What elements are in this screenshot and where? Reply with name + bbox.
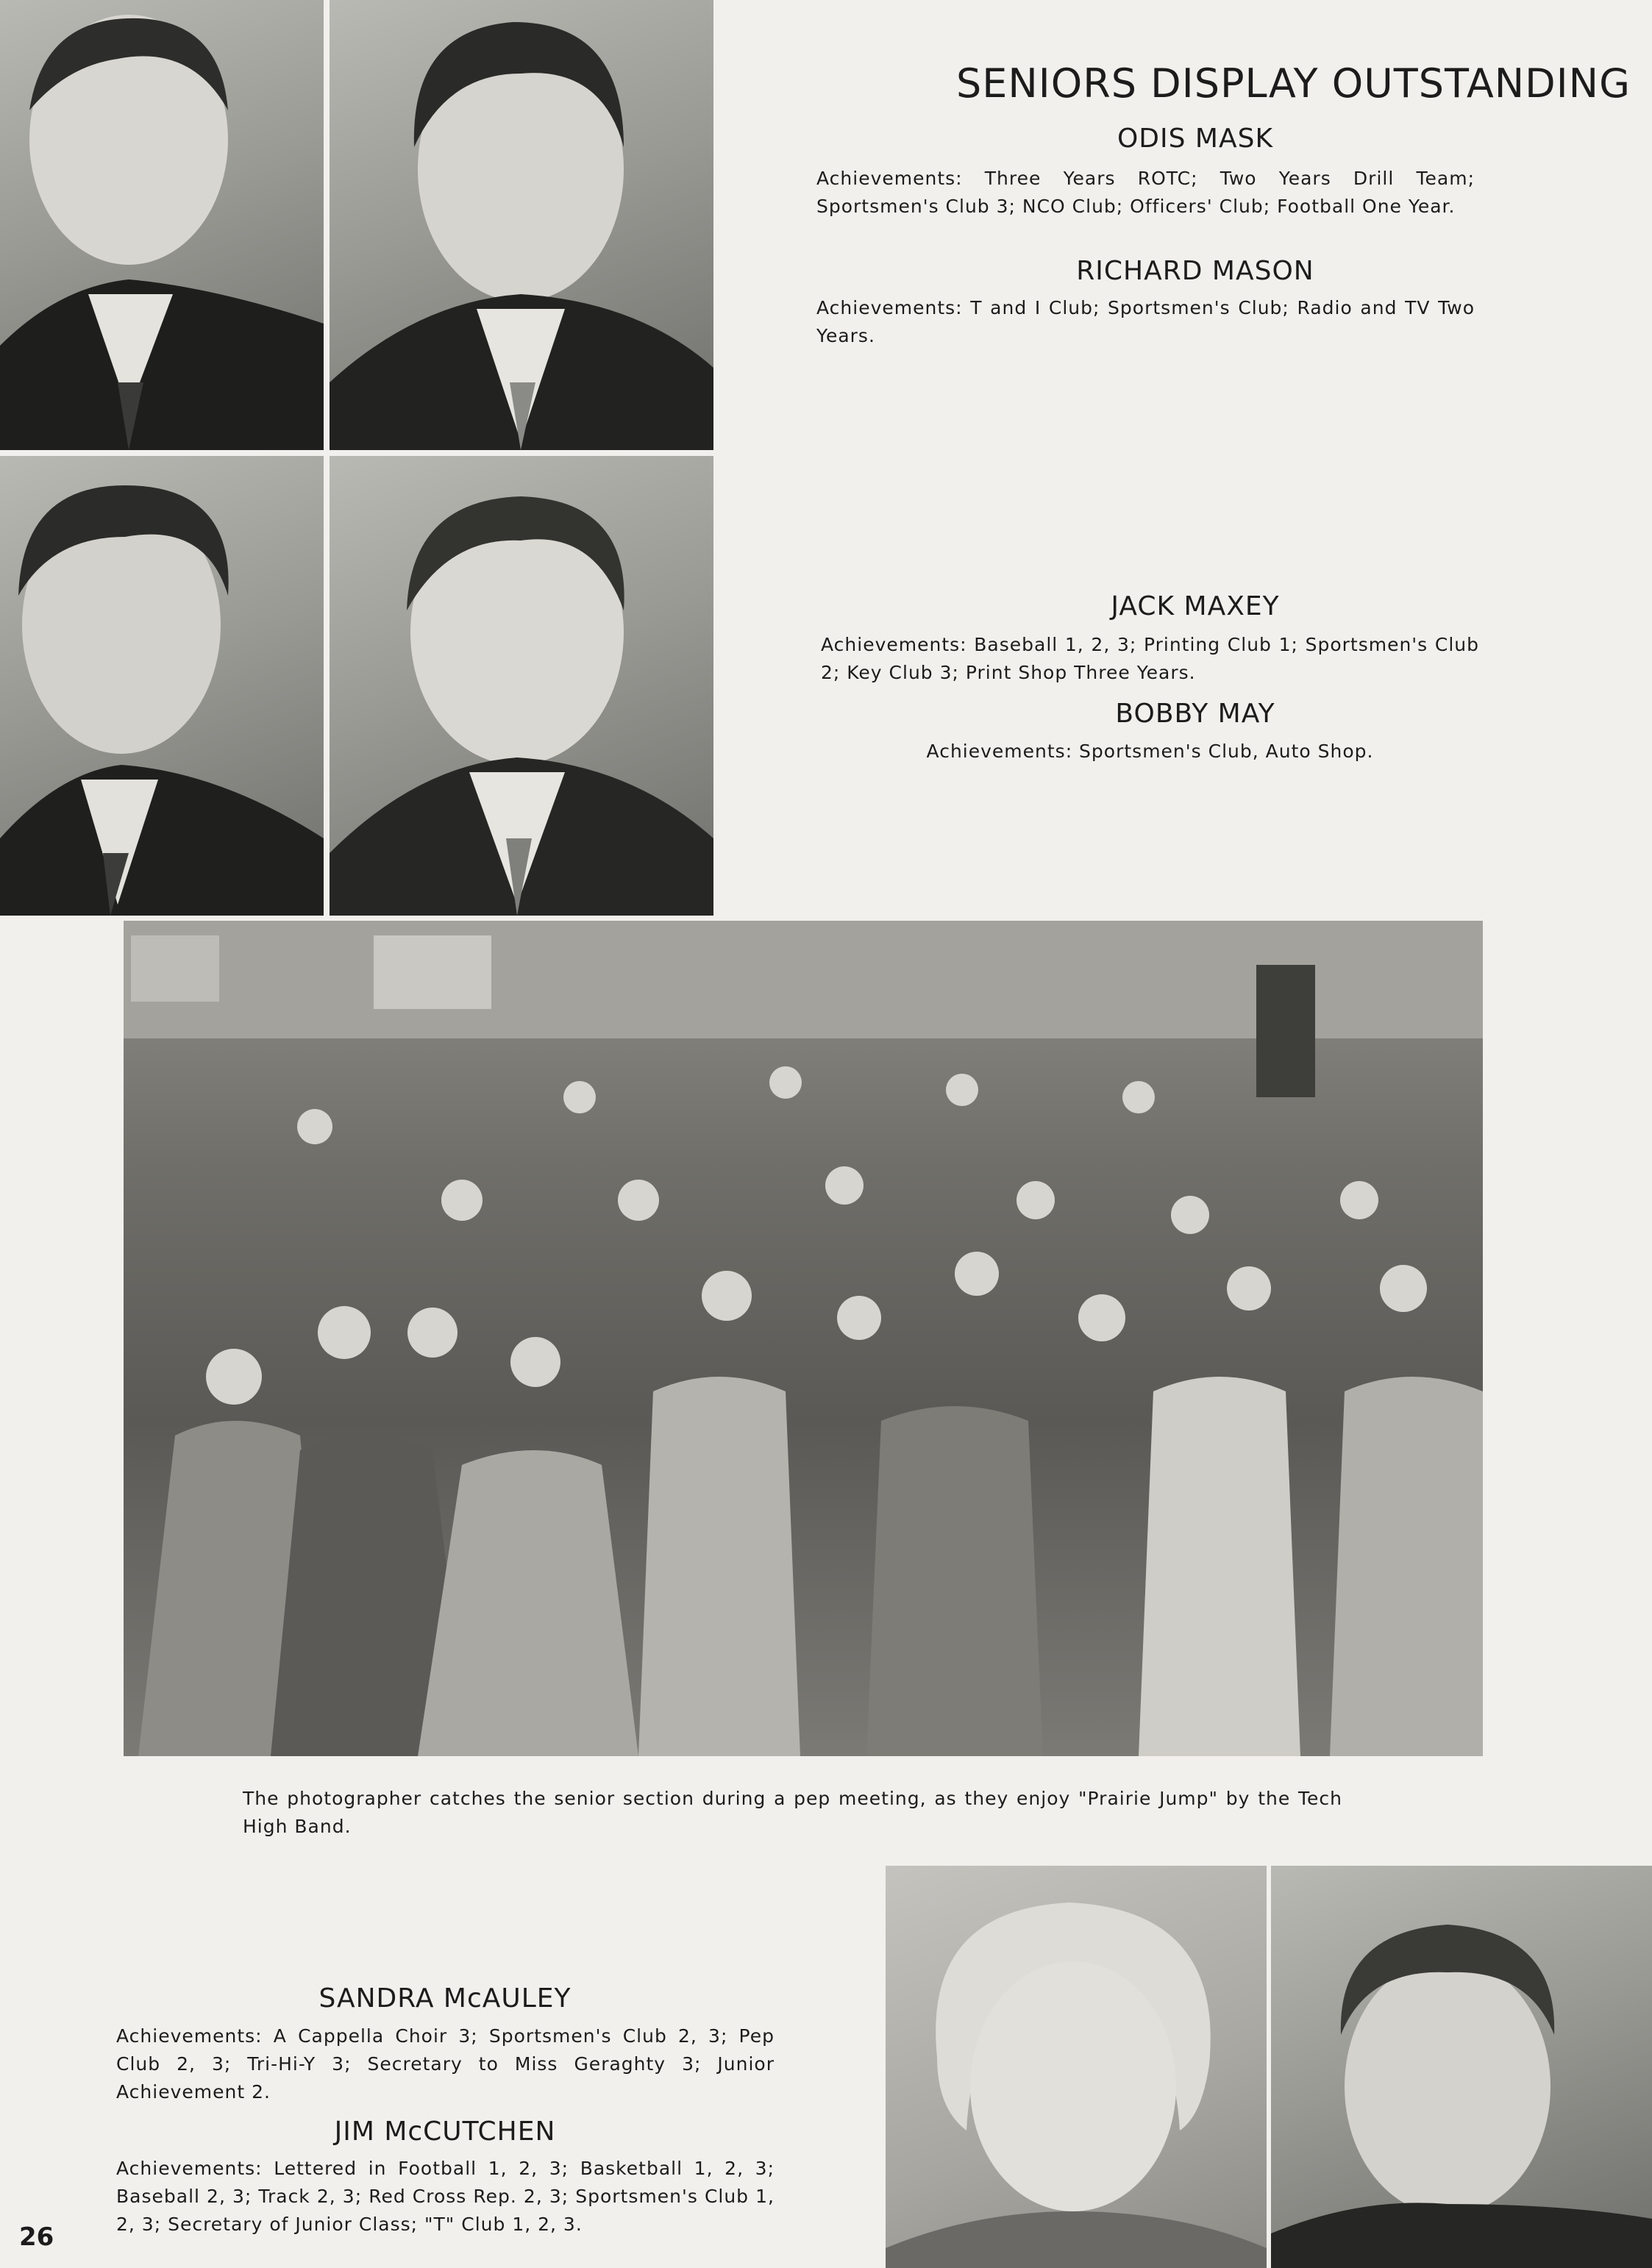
senior-name-jack-maxey: JACK MAXEY xyxy=(1111,591,1280,621)
page-number: 26 xyxy=(19,2222,54,2252)
portrait-photo-bobby-may xyxy=(330,456,713,916)
senior-name-jim-mccutchen: JIM McCUTCHEN xyxy=(334,2117,556,2147)
portrait-photo-jack-maxey xyxy=(0,456,324,916)
senior-name-odis-mask: ODIS MASK xyxy=(1117,124,1274,154)
achievements-richard-mason: Achievements: T and I Club; Sportsmen's Club; Radio and TV Two Years. xyxy=(816,297,1475,346)
achievements-odis-mask: Achievements: Three Years ROTC; Two Years Drill Team; Sportsmen's Club 3; NCO Club; Officers' Club; Football One Year. xyxy=(816,168,1475,217)
group-photo-pep-meeting xyxy=(124,921,1483,1756)
portrait-photo-sandra-mcauley xyxy=(886,1866,1267,2268)
achievements-bobby-may: Achievements: Sportsmen's Club, Auto Shop. xyxy=(926,741,1374,762)
senior-name-bobby-may: BOBBY MAY xyxy=(1115,699,1275,729)
achievements-jack-maxey: Achievements: Baseball 1, 2, 3; Printing Club 1; Sportsmen's Club 2; Key Club 3; Print Shop Three Years. xyxy=(821,634,1479,683)
portrait-photo-odis-mask xyxy=(0,0,324,450)
page-title: SENIORS DISPLAY OUTSTANDING xyxy=(956,60,1631,107)
senior-name-sandra-mcauley: SANDRA McAULEY xyxy=(318,1983,572,2014)
portrait-photo-jim-mccutchen xyxy=(1271,1866,1652,2268)
group-photo-caption: The photographer catches the senior section during a pep meeting, as they enjoy "Prairie Jump" by the Tech High Band. xyxy=(243,1788,1342,1837)
achievements-sandra-mcauley: Achievements: A Cappella Choir 3; Sportsmen's Club 2, 3; Pep Club 2, 3; Tri-Hi-Y 3; Secretary to Miss Geraghty 3; Junior Achievement 2. xyxy=(116,2025,775,2103)
achievements-jim-mccutchen: Achievements: Lettered in Football 1, 2, 3; Basketball 1, 2, 3; Baseball 2, 3; Track 2, 3; Red Cross Rep. 2, 3; Sportsmen's Club 1, 2, 3; Secretary of Junior Class; "T" Club 1, 2, 3. xyxy=(116,2158,775,2235)
senior-name-richard-mason: RICHARD MASON xyxy=(1076,256,1314,286)
portrait-photo-richard-mason xyxy=(330,0,713,450)
